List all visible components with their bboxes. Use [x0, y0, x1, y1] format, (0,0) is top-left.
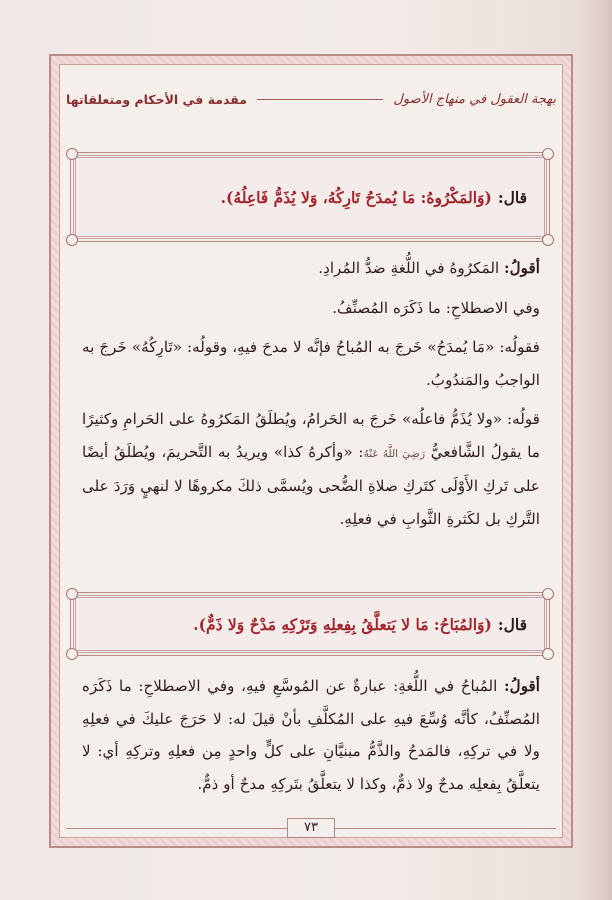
footer-rule-left [66, 828, 287, 829]
paragraph-text: المُباحُ في اللُّغةِ: عبارةٌ عن المُوسَّعِ فيهِ، وفي الاصطلاحِ: ما ذَكَرَه المُصنِّفُ، كأنَّه وُسِّعَ فيهِ على المُكلَّفِ بأنْ قيلَ له: لا حَرَجَ عليكَ في فعلِهِ ولا في تركِهِ، فالمَدحُ والذَّمُّ مبنيَّانِ على كلٍّ واحدٍ مِن فعلِهِ وتركِهِ أي: لا يتعلَّقُ بِفعلِه مدحٌ ولا ذمٌّ، وكذا لا يتعلَّقُ بتَركِهِ مدحٌ أو ذمٌّ. [82, 677, 540, 793]
paragraph: فقولُه: «مَا يُمدَحُ» خَرجَ به المُباحُ فإنَّه لا مدحَ فيهِ، وقولُه: «تَارِكُهُ» خَرجَ به الواجبُ والمَندُوبُ. [82, 338, 540, 389]
matn-line [71, 593, 549, 655]
chapter-title: مقدمة في الأحكام ومتعلقاتها [66, 91, 247, 107]
matn-text: (وَالمُبَاحُ: مَا لا يَتعلَّقُ بِفِعلِهِ وَتَرْكِهِ مَدْحٌ وَلا ذَمٌّ). [193, 614, 492, 634]
aqulu-label: أقولُ: [504, 259, 540, 277]
qal-label: قال: [497, 187, 527, 207]
header-rule [257, 99, 383, 100]
paragraph-text: المَكرُوهُ في اللُّغةِ ضدُّ المُرادِ. [318, 259, 500, 277]
paragraph [82, 252, 540, 285]
commentary-mubah [82, 670, 540, 800]
book-title: بهجة العقول في منهاج الأصول [393, 91, 556, 107]
paragraph [82, 670, 540, 800]
paragraph: وفي الاصطلاحِ: ما ذَكَرَه المُصنِّفُ. [332, 298, 540, 317]
matn-box-mubah [70, 592, 550, 656]
honorific: رَضِيَ اللَّهُ عَنْهُ [363, 447, 426, 460]
footer-rule-right [335, 828, 556, 829]
commentary-makruh [82, 252, 540, 535]
matn-line [71, 153, 549, 241]
matn-text: (وَالمَكْرُوهُ: مَا يُمدَحُ تَارِكُهُ، وَلا يُذَمُّ فَاعِلُهُ). [220, 187, 492, 207]
page-number: ٧٣ [287, 818, 335, 838]
paragraph-text: : «وأكرهُ كذا» ويريدُ به التَّحريمَ، ويُطلَقُ أيضًا على تَركِ الأَوْلَى كتَركِ صلاةِ الضُّحى ويُسمَّى ذلكَ مكروهًا لا لنهيٍ وَرَدَ على التَّركِ بل لكَثرةِ الثَّوابِ في فعلِهِ. [82, 442, 540, 528]
paragraph-text: قولُه: «ولا يُذَمُّ فاعلُه» خَرجَ به الحَرامُ، ويُطلَقُ المَكرُوهُ على الحَرامِ وكثيرًا ما يقولُ الشَّافعيُّ [82, 410, 541, 461]
paragraph [82, 403, 540, 535]
running-header [66, 86, 556, 112]
matn-box-makruh [70, 152, 550, 242]
book-spine-shadow [572, 0, 612, 900]
aqulu-label: أقولُ: [504, 677, 541, 695]
qal-label: قال: [497, 614, 527, 634]
